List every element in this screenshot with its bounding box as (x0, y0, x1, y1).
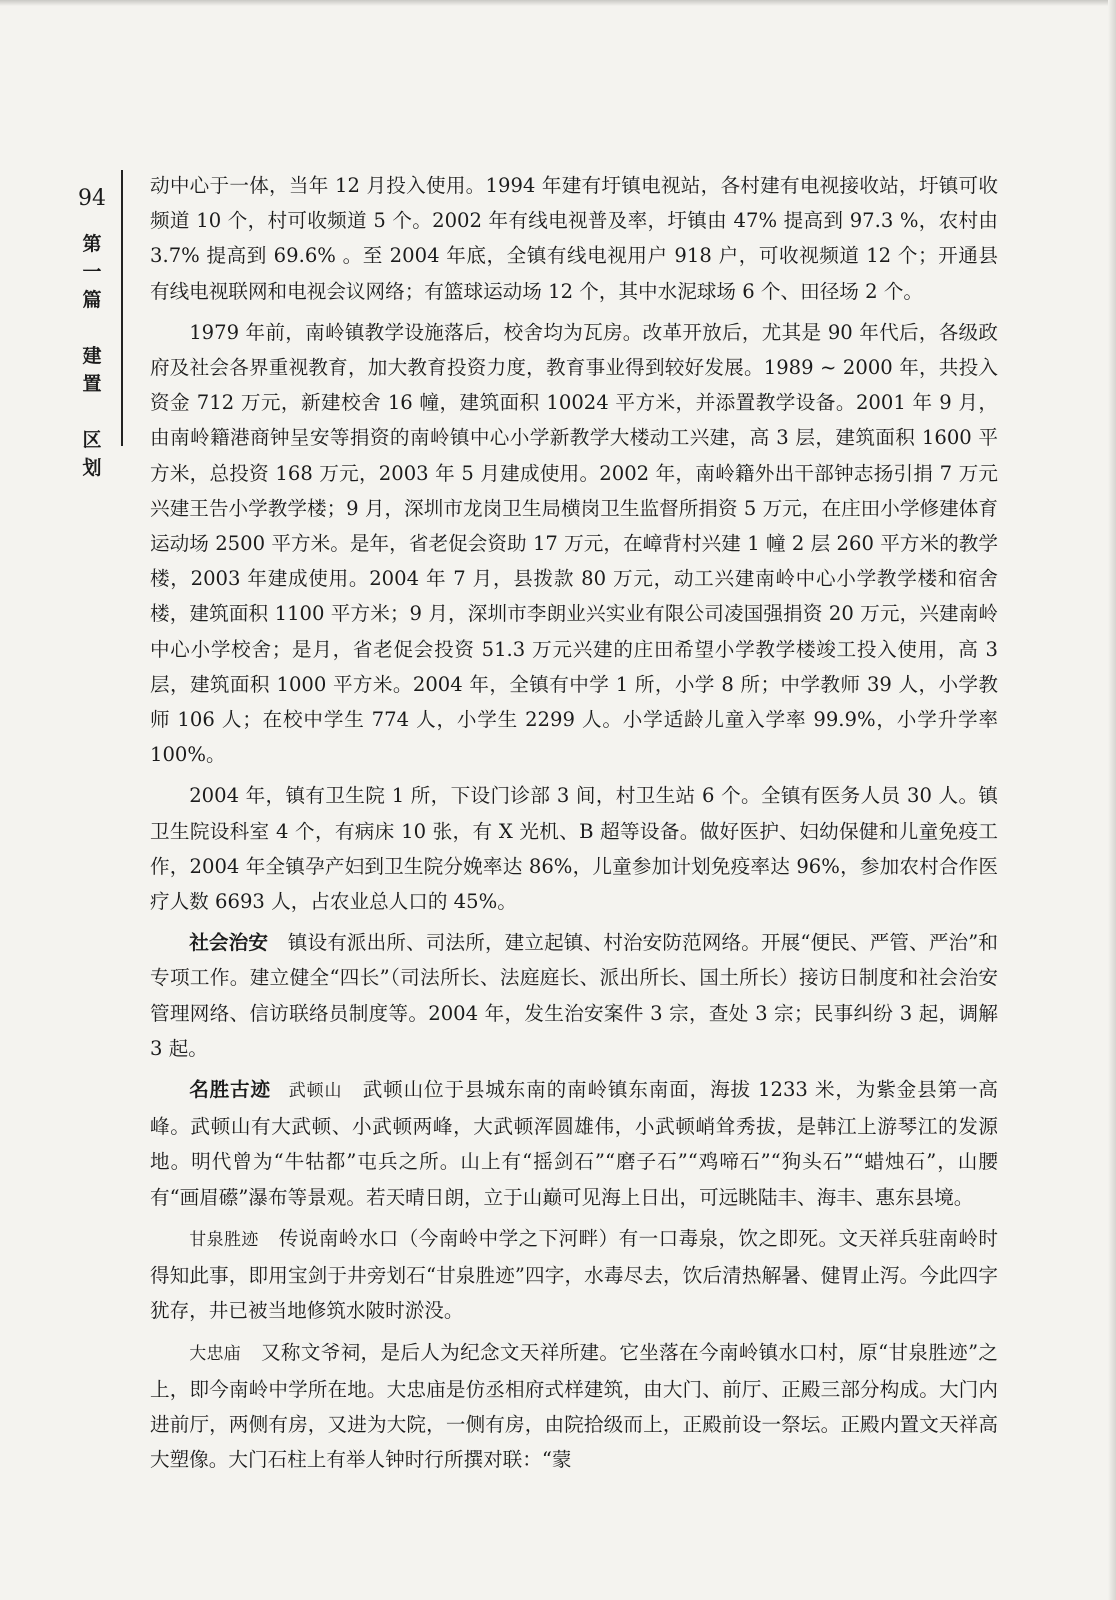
subheading: 甘泉胜迹 (189, 1229, 259, 1250)
paragraph-text: 镇设有派出所、司法所，建立起镇、村治安防范网络。开展“便民、严管、严治”和专项工作。建立健全“四长”（司法所长、法庭庭长、派出所长、国土所长）接访日制度和社会治安管理网络、信访联络员制度等。2004 年，发生治安案件 3 宗，查处 3 宗；民事纠纷 3 起，调解 3 起。 (150, 931, 998, 1060)
section-heading: 社会治安 (189, 931, 269, 955)
scan-edge-top (0, 0, 1116, 6)
paragraph-text: 又称文爷祠，是后人为纪念文天祥所建。它坐落在今南岭镇水口村，原“甘泉胜迹”之上，即今南岭中学所在地。大忠庙是仿丞相府式样建筑，由大门、前厅、正殿三部分构成。大门内进前厅，两侧有房，又进为大院，一侧有房，由院拾级而上，正殿前设一祭坛。正殿内置文天祥高大塑像。大门石柱上有举人钟时行所撰对联：“蒙 (150, 1340, 998, 1472)
paragraph-text: 动中心于一体，当年 12 月投入使用。1994 年建有圩镇电视站，各村建有电视接收站，圩镇可收频道 10 个，村可收频道 5 个。2002 年有线电视普及率，圩镇由 47% 提高到 97.3 %，农村由 3.7% 提高到 69.6% 。至 2004 年底，全镇有线电视用户 918 户，可收视频道 12 个；开通县有线电视联网和电视会议网络；有篮球运动场 12 个，其中水泥球场 6 个、田径场 2 个。 (150, 174, 998, 303)
body-text (150, 168, 998, 1483)
paragraph-dazhong-temple (150, 1335, 998, 1478)
paragraph-text: 传说南岭水口（今南岭中学之下河畔）有一口毒泉，饮之即死。文天祥兵驻南岭时得知此事，即用宝剑于井旁划石“甘泉胜迹”四字，水毒尽去，饮后清热解暑、健胃止泻。今此四字犹存，井已被当地修筑水陂时淤没。 (150, 1226, 999, 1323)
subheading: 大忠庙 (189, 1343, 242, 1364)
paragraph-education (150, 315, 998, 773)
paragraph-text: 武顿山位于县城东南的南岭镇东南面，海拔 1233 米，为紫金县第一高峰。武顿山有大武顿、小武顿两峰，大武顿浑圆雄伟，小武顿峭耸秀拔，是韩江上游琴江的发源地。明代曾为“牛牯都”屯兵之所。山上有“摇剑石”“磨子石”“鸡啼石”“狗头石”“蜡烛石”，山腰有“画眉礤”瀑布等景观。若天晴日朗，立于山巅可见海上日出，可远眺陆丰、海丰、惠东县境。 (150, 1078, 998, 1209)
section-heading: 名胜古迹 (189, 1078, 271, 1102)
paragraph-health (150, 778, 998, 919)
paragraph-ganquan (150, 1221, 998, 1329)
page-number: 94 (78, 186, 106, 211)
paragraph-text: 1979 年前，南岭镇教学设施落后，校舍均为瓦房。改革开放后，尤其是 90 年代后，各级政府及社会各界重视教育，加大教育投资力度，教育事业得到较好发展。1989 ~ 2000 年，共投入资金 712 万元，新建校舍 16 幢，建筑面积 10024 平方米，并添置教学设备。2001 年 9 月，由南岭籍港商钟呈安等捐资的南岭镇中心小学新教学大楼动工兴建，高 3 层，建筑面积 1600 平方米，总投资 168 万元，2003 年 5 月建成使用。2002 年，南岭籍外出干部钟志扬引捐 7 万元兴建王告小学教学楼；9 月，深圳市龙岗卫生局横岗卫生监督所捐资 5 万元，在庄田小学修建体育运动场 2500 平方米。是年，省老促会资助 17 万元，在嶂背村兴建 1 幢 2 层 260 平方米的教学楼，2003 年建成使用。2004 年 7 月，县拨款 80 万元，动工兴建南岭中心小学教学楼和宿舍楼，建筑面积 1100 平方米；9 月，深圳市李朗业兴实业有限公司凌国强捐资 20 万元，兴建南岭中心小学校舍；是月，省老促会投资 51.3 万元兴建的庄田希望小学教学楼竣工投入使用，高 3 层，建筑面积 1000 平方米。2004 年，全镇有中学 1 所，小学 8 所；中学教师 39 人，小学教师 106 人；在校中学生 774 人，小学生 2299 人。小学适龄儿童入学率 99.9%，小学升学率 100%。 (150, 320, 998, 767)
paragraph-public-security (150, 925, 998, 1066)
paragraph-tv (150, 168, 998, 309)
scan-edge-right (1108, 0, 1116, 1600)
margin-rule (121, 170, 123, 446)
section-label: 第 一 篇 建 置 区 划 (82, 233, 102, 479)
margin-column (72, 186, 112, 482)
paragraph-wudun-mountain (150, 1072, 998, 1215)
paragraph-text: 2004 年，镇有卫生院 1 所，下设门诊部 3 间，村卫生站 6 个。全镇有医务人员 30 人。镇卫生院设科室 4 个，有病床 10 张，有 X 光机、B 超等设备。做好医护、妇幼保健和儿童免疫工作，2004 年全镇孕产妇到卫生院分娩率达 86%，儿童参加计划免疫率达 96%，参加农村合作医疗人数 6693 人，占农业总人口的 45%。 (150, 784, 998, 914)
subheading: 武顿山 (270, 1081, 343, 1102)
